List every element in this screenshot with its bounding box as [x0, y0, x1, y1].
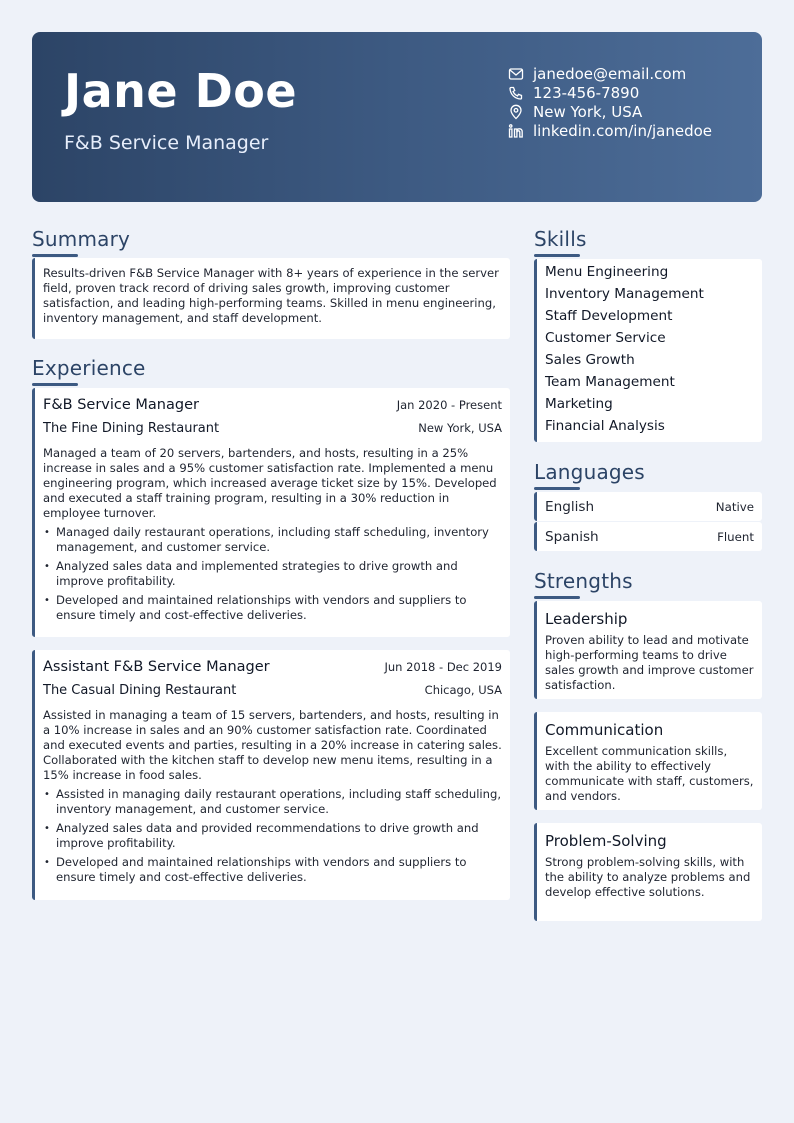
skills-heading: Skills [534, 227, 587, 251]
job-bullet: • Analyzed sales data and provided recommendations to drive growth and improve profitability. [43, 821, 502, 851]
job-bullet: • Developed and maintained relationships with vendors and suppliers to ensure timely and cost-effective deliveries. [43, 855, 502, 885]
contact-list [508, 64, 712, 140]
strength-description: Proven ability to lead and motivate high-performing teams to drive sales growth and improve customer satisfaction. [545, 633, 754, 692]
contact-location-text: New York, USA [533, 102, 643, 121]
job-subheader [43, 683, 502, 698]
contact-phone[interactable] [508, 83, 712, 102]
skill-item: Inventory Management [545, 286, 704, 302]
mail-icon [508, 66, 524, 82]
resume-header [32, 32, 762, 202]
strength-card [534, 823, 762, 921]
strength-title: Communication [545, 721, 664, 739]
job-bullet: • Analyzed sales data and implemented strategies to drive growth and improve profitability. [43, 559, 502, 589]
contact-phone-text: 123-456-7890 [533, 83, 640, 102]
skill-item: Team Management [545, 374, 675, 390]
strength-title: Leadership [545, 610, 628, 628]
language-item [534, 522, 762, 551]
languages-heading: Languages [534, 460, 645, 484]
contact-email[interactable] [508, 64, 712, 83]
job-bullet: • Assisted in managing daily restaurant operations, including staff scheduling, inventory management, and customer service. [43, 787, 502, 817]
strengths-heading: Strengths [534, 569, 633, 593]
contact-location [508, 102, 712, 121]
job-company: The Fine Dining Restaurant [43, 421, 220, 436]
job-card [32, 650, 510, 900]
job-bullet: • Managed daily restaurant operations, including staff scheduling, inventory management, and customer service. [43, 525, 502, 555]
summary-text: Results-driven F&B Service Manager with 8+ years of experience in the server field, proven track record of driving sales growth, improving customer satisfaction, and leading high-performing teams. Skilled in menu engineering, inventory management, and staff development. [43, 266, 499, 325]
job-location: New York, USA [418, 421, 502, 435]
job-description: Assisted in managing a team of 15 servers, bartenders, and hosts, resulting in a 10% increase in sales and an 90% customer satisfaction rate. Coordinated and executed events and parties, resulting in a 20% increase in catering sales. Collaborated with the kitchen staff to develop new menu items, resulting in a 15% increase in food sales. [43, 708, 502, 782]
candidate-title: F&B Service Manager [64, 132, 269, 154]
strength-card [534, 712, 762, 810]
job-header [43, 659, 502, 675]
job-card [32, 388, 510, 637]
language-name: Spanish [545, 528, 599, 545]
candidate-name: Jane Doe [64, 64, 298, 118]
skill-item: Customer Service [545, 330, 666, 346]
strength-card [534, 601, 762, 699]
job-bullet: • Developed and maintained relationships with vendors and suppliers to ensure timely and cost-effective deliveries. [43, 593, 502, 623]
language-item [534, 492, 762, 521]
job-bullets [43, 525, 502, 623]
skill-item: Sales Growth [545, 352, 635, 368]
language-level: Fluent [717, 529, 754, 544]
job-dates: Jan 2020 - Present [396, 398, 502, 412]
strength-description: Strong problem-solving skills, with the ability to analyze problems and develop effective solutions. [545, 855, 751, 899]
job-description: Managed a team of 20 servers, bartenders, and hosts, resulting in a 25% increase in sales and a 95% customer satisfaction rate. Implemented a menu engineering program, which increased average ticket size by 15%. Developed and executed a staff training program, resulting in a 30% reduction in employee turnover. [43, 446, 497, 520]
job-company: The Casual Dining Restaurant [43, 683, 237, 698]
strength-description: Excellent communication skills, with the ability to effectively communicate with staff, customers, and vendors. [545, 744, 754, 803]
location-icon [508, 104, 524, 120]
skill-item: Staff Development [545, 308, 673, 324]
job-header [43, 397, 502, 413]
contact-email-text: janedoe@email.com [533, 64, 687, 83]
job-dates: Jun 2018 - Dec 2019 [384, 660, 502, 674]
job-location: Chicago, USA [424, 683, 502, 697]
skills-card [534, 259, 762, 442]
job-bullets [43, 787, 502, 885]
job-subheader [43, 421, 502, 436]
linkedin-icon [508, 123, 524, 139]
summary-heading: Summary [32, 227, 131, 251]
skill-item: Menu Engineering [545, 264, 669, 280]
skill-item: Financial Analysis [545, 418, 665, 434]
contact-linkedin[interactable] [508, 121, 712, 140]
language-name: English [545, 498, 595, 515]
job-role: Assistant F&B Service Manager [43, 659, 270, 675]
contact-linkedin-text: linkedin.com/in/janedoe [533, 121, 713, 140]
skill-item: Marketing [545, 396, 613, 412]
language-level: Native [715, 499, 754, 514]
phone-icon [508, 85, 524, 101]
strength-title: Problem-Solving [545, 832, 667, 850]
job-role: F&B Service Manager [43, 397, 199, 413]
summary-card [32, 258, 510, 339]
experience-heading: Experience [32, 356, 146, 380]
